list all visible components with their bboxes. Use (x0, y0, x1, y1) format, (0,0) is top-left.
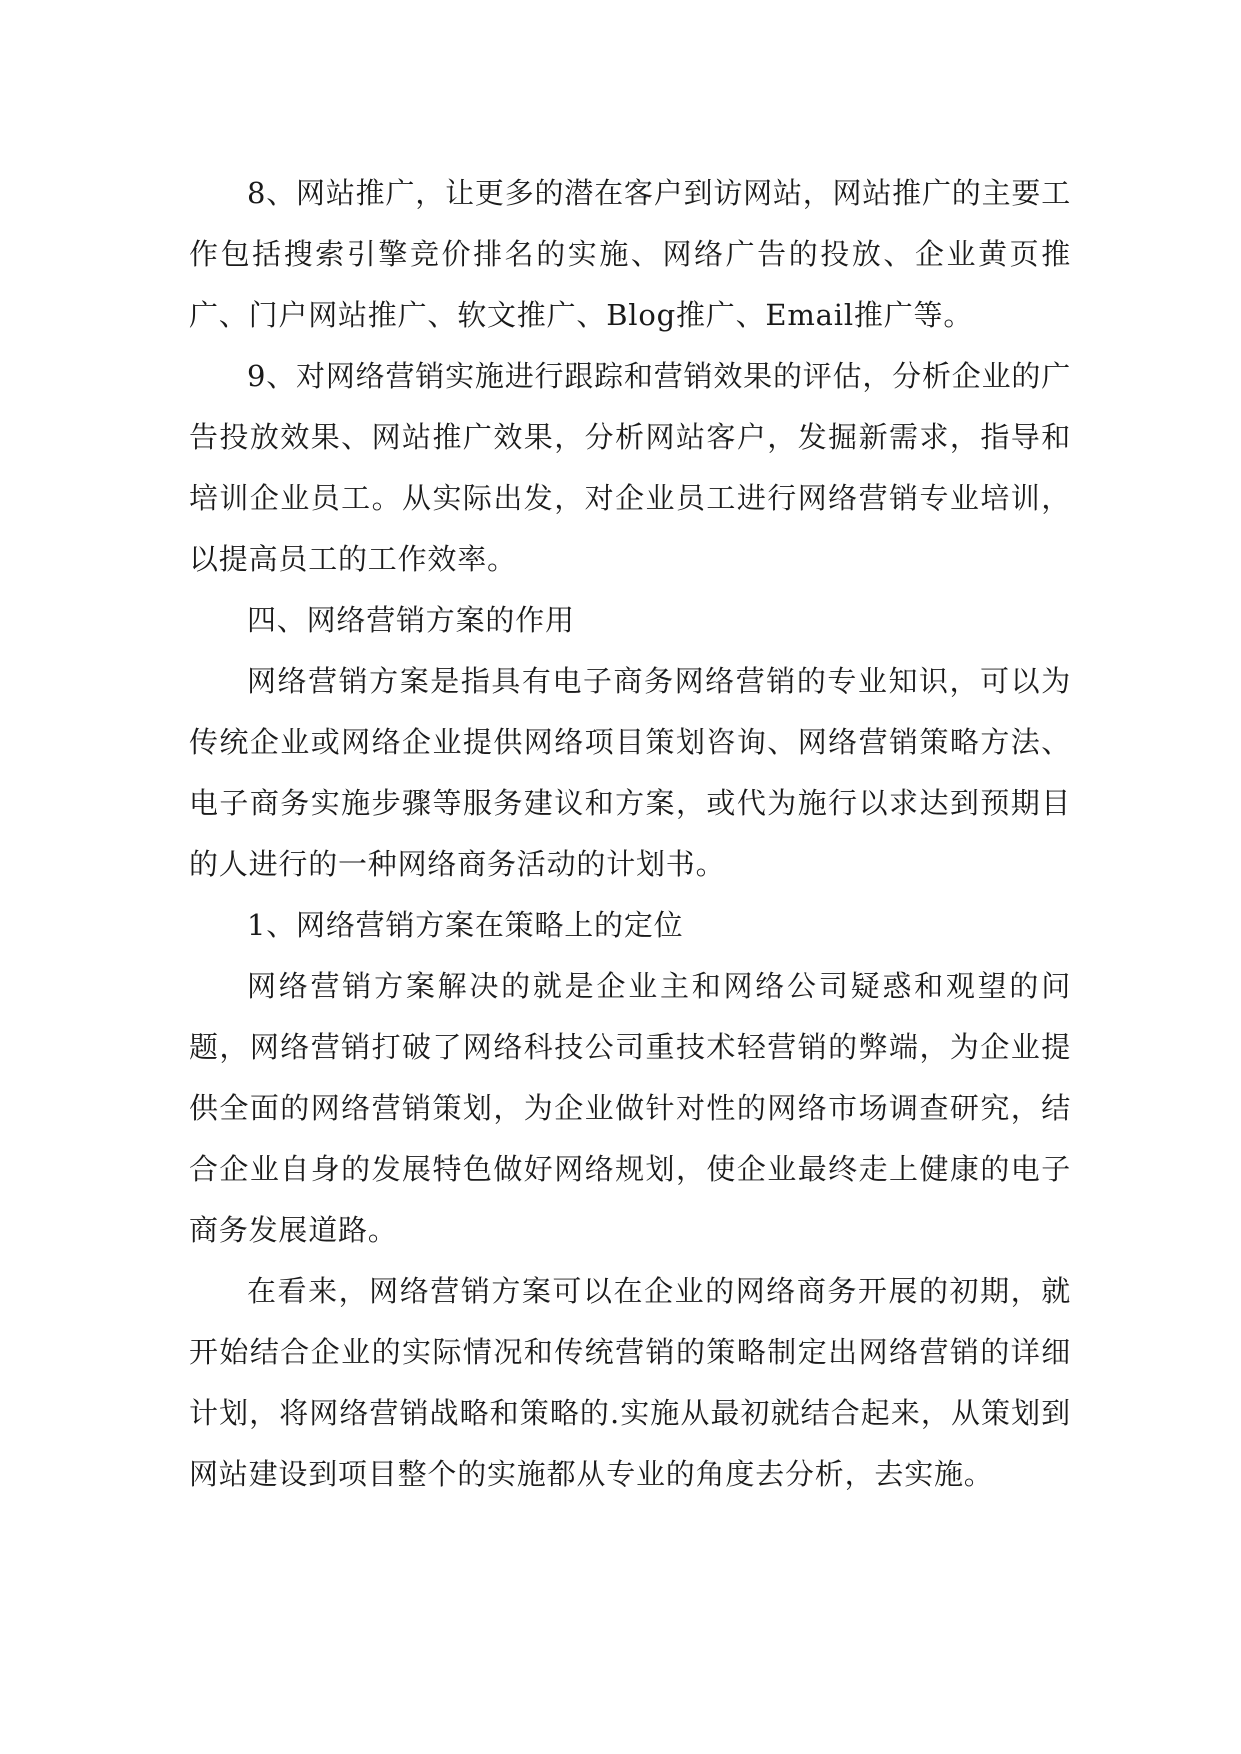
paragraph-plan-definition: 网络营销方案是指具有电子商务网络营销的专业知识，可以为传统企业或网络企业提供网络项目策划咨询、网络营销策略方法、电子商务实施步骤等服务建议和方案，或代为施行以求达到预期目的人进行的一种网络商务活动的计划书。 (189, 664, 1071, 881)
document-body (189, 163, 1071, 1505)
paragraph-early-stage-planning: 在看来，网络营销方案可以在企业的网络商务开展的初期，就开始结合企业的实际情况和传统营销的策略制定出网络营销的详细计划，将网络营销战略和策略的.实施从最初就结合起来，从策划到网站建设到项目整个的实施都从专业的角度去分析，去实施。 (189, 1274, 1071, 1491)
paragraph-tracking-evaluation: 9、对网络营销实施进行跟踪和营销效果的评估，分析企业的广告投放效果、网站推广效果，分析网站客户，发掘新需求，指导和培训企业员工。从实际出发，对企业员工进行网络营销专业培训，以提高员工的工作效率。 (189, 359, 1071, 576)
section-heading-role: 四、网络营销方案的作用 (247, 603, 575, 637)
subheading-strategic-positioning: 1、网络营销方案在策略上的定位 (247, 908, 684, 942)
paragraph-solving-doubts: 网络营销方案解决的就是企业主和网络公司疑惑和观望的问题，网络营销打破了网络科技公司重技术轻营销的弊端，为企业提供全面的网络营销策划，为企业做针对性的网络市场调查研究，结合企业自身的发展特色做好网络规划，使企业最终走上健康的电子商务发展道路。 (189, 969, 1071, 1247)
paragraph-website-promotion: 8、网站推广，让更多的潜在客户到访网站，网站推广的主要工作包括搜索引擎竞价排名的实施、网络广告的投放、企业黄页推广、门户网站推广、软文推广、Blog推广、Email推广等。 (189, 176, 1071, 332)
